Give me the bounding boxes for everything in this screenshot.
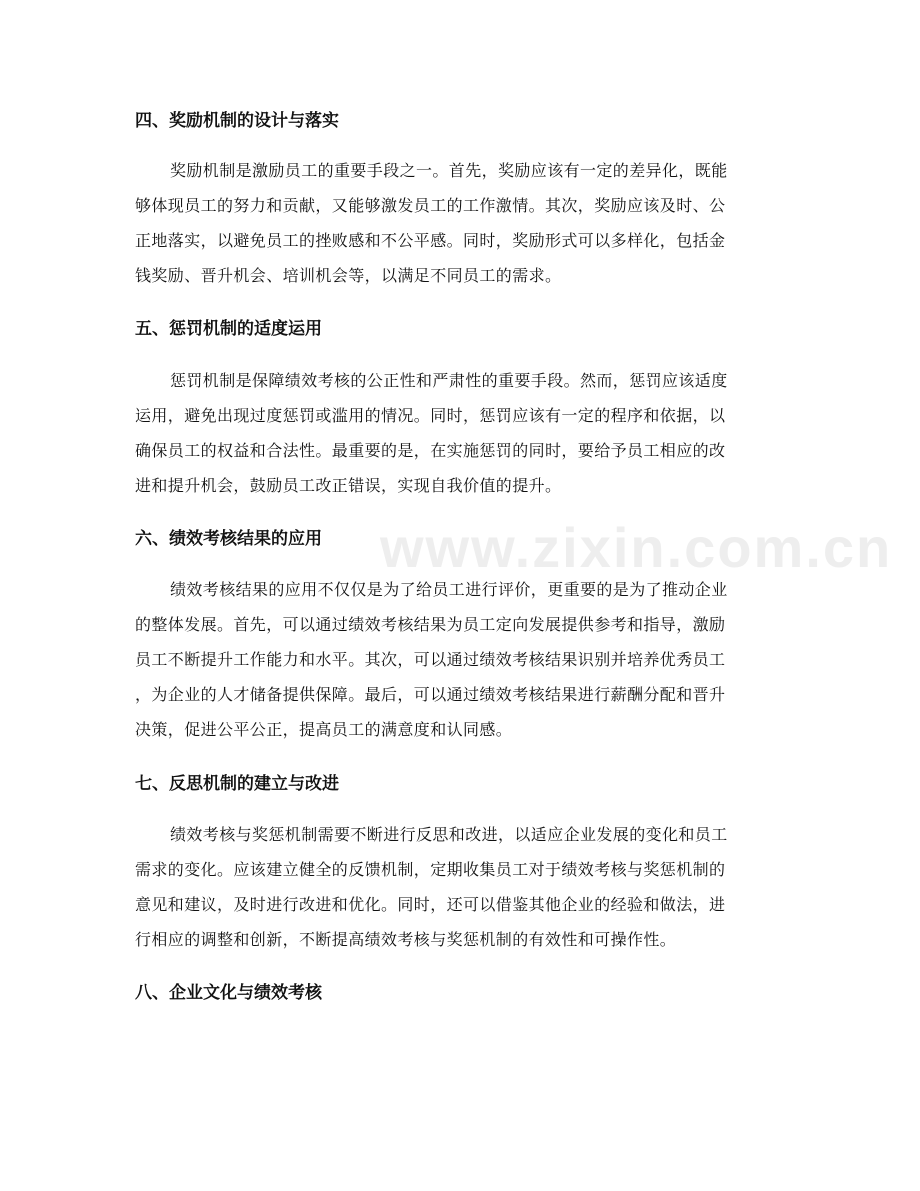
section-heading: 六、绩效考核结果的应用 (135, 529, 322, 549)
paragraph-line: 奖励机制是激励员工的重要手段之一。首先，奖励应该有一定的差异化，既能 (170, 161, 728, 180)
paragraph-line: 绩效考核结果的应用不仅仅是为了给员工进行评价，更重要的是为了推动企业 (170, 580, 728, 599)
paragraph-line: 绩效考核与奖惩机制需要不断进行反思和改进，以适应企业发展的变化和员工 (170, 825, 728, 844)
paragraph-line: 行相应的调整和创新，不断提高绩效考核与奖惩机制的有效性和可操作性。 (135, 930, 677, 949)
section-heading: 五、惩罚机制的适度运用 (135, 319, 322, 339)
paragraph-line: 钱奖励、晋升机会、培训机会等，以满足不同员工的需求。 (135, 266, 562, 285)
paragraph-line: 进和提升机会，鼓励员工改正错误，实现自我价值的提升。 (135, 476, 562, 495)
paragraph-line: 决策，促进公平公正，提高员工的满意度和认同感。 (135, 720, 513, 739)
section-heading: 八、企业文化与绩效考核 (135, 983, 322, 1003)
watermark: www.zixin.com.cn (380, 516, 893, 579)
paragraph-line: 员工不断提升工作能力和水平。其次，可以通过绩效考核结果识别并培养优秀员工 (135, 650, 726, 669)
paragraph-line: 确保员工的权益和合法性。最重要的是，在实施惩罚的同时，要给予员工相应的改 (135, 441, 726, 460)
paragraph-line: 惩罚机制是保障绩效考核的公正性和严肃性的重要手段。然而，惩罚应该适度 (170, 371, 728, 390)
paragraph-line: 正地落实，以避免员工的挫败感和不公平感。同时，奖励形式可以多样化，包括金 (135, 231, 726, 250)
paragraph-line: 够体现员工的努力和贡献，又能够激发员工的工作激情。其次，奖励应该及时、公 (135, 196, 726, 215)
section-heading: 七、反思机制的建立与改进 (135, 774, 339, 794)
paragraph-line: 的整体发展。首先，可以通过绩效考核结果为员工定向发展提供参考和指导，激励 (135, 615, 726, 634)
paragraph-line: 意见和建议，及时进行改进和优化。同时，还可以借鉴其他企业的经验和做法，进 (135, 895, 726, 914)
section-heading: 四、奖励机制的设计与落实 (135, 111, 339, 131)
paragraph-line: 需求的变化。应该建立健全的反馈机制，定期收集员工对于绩效考核与奖惩机制的 (135, 860, 726, 879)
paragraph-line: 运用，避免出现过度惩罚或滥用的情况。同时，惩罚应该有一定的程序和依据，以 (135, 406, 726, 425)
paragraph-line: ，为企业的人才储备提供保障。最后，可以通过绩效考核结果进行薪酬分配和晋升 (135, 685, 726, 704)
